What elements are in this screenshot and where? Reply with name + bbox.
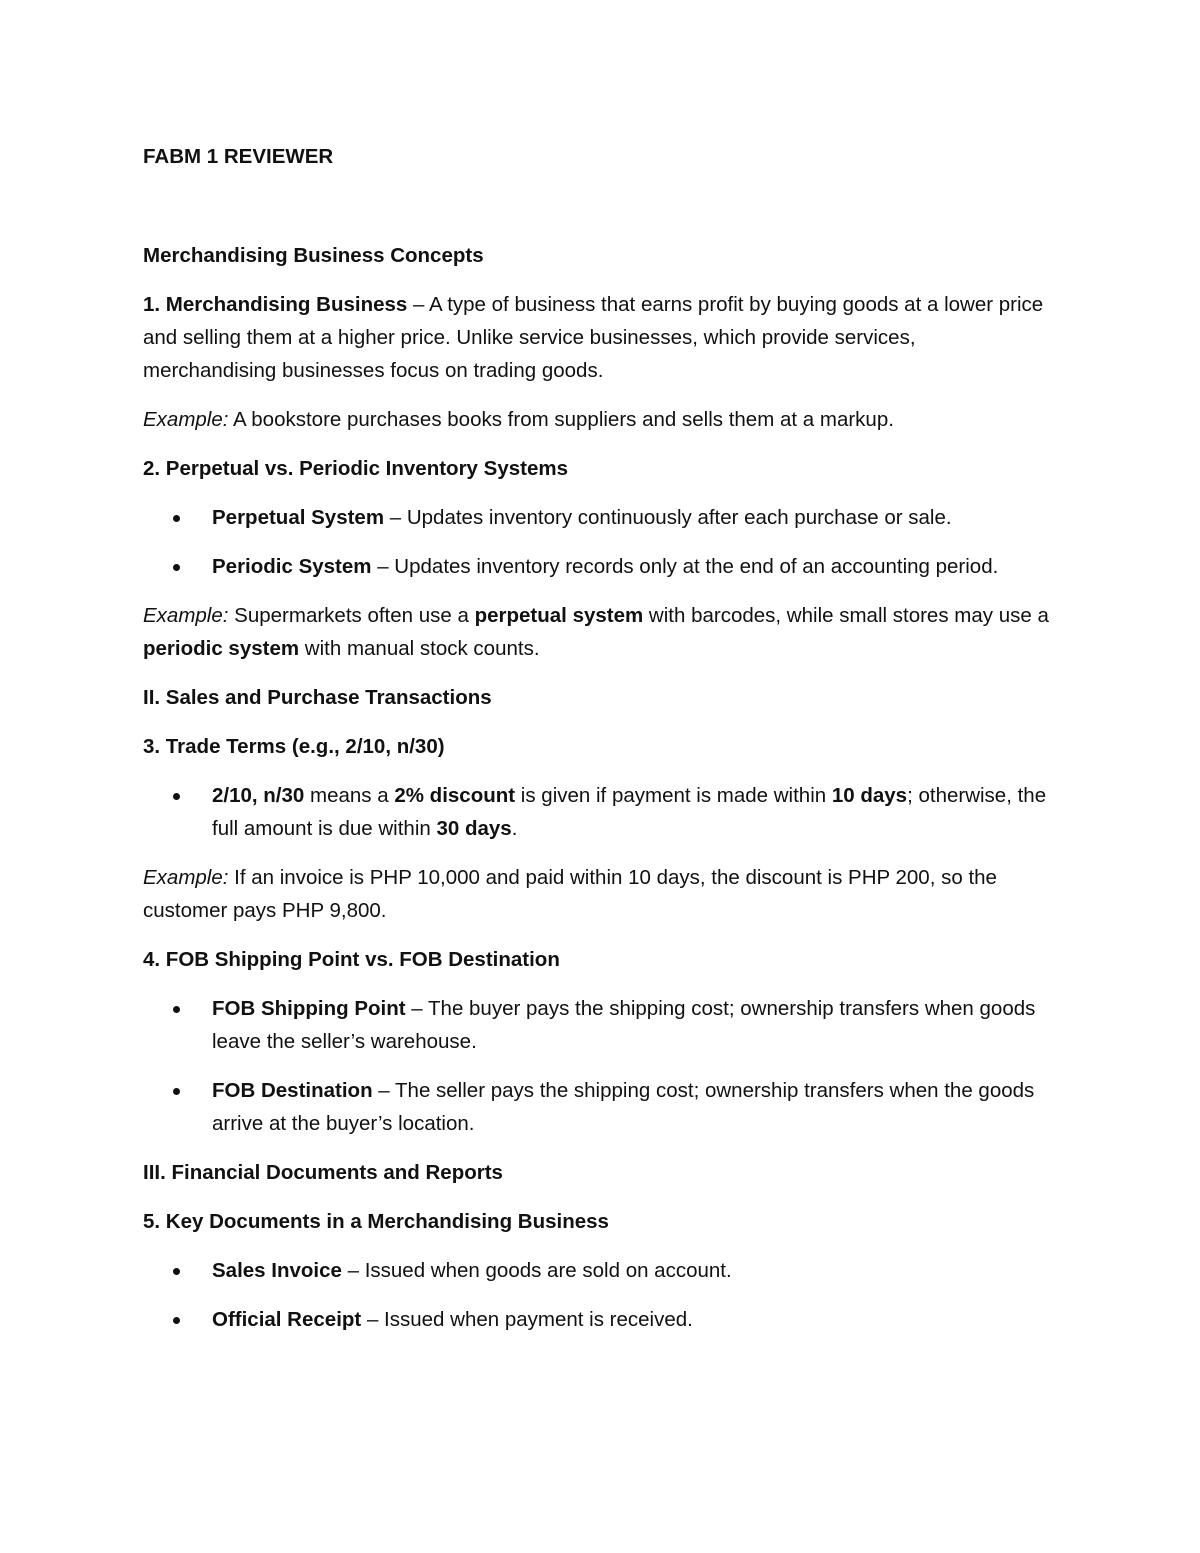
example-text: A bookstore purchases books from suppliers and sells them at a markup. bbox=[228, 408, 894, 431]
section-heading-financial-documents: III. Financial Documents and Reports bbox=[143, 1161, 503, 1184]
example-text: Supermarkets often use a bbox=[228, 604, 475, 627]
body-text: is given if payment is made within bbox=[515, 784, 832, 807]
merchandising-business-definition bbox=[143, 288, 1053, 387]
emphasis-text: perpetual system bbox=[474, 604, 644, 627]
emphasis-text: 2% discount bbox=[394, 784, 516, 807]
inventory-systems-list bbox=[143, 501, 1053, 583]
definition-text: – A type of business that earns profit by buying goods at a lower price and selling them at a higher price. Unlike service businesses, which provide services, merchandising businesses focus on trading goods. bbox=[143, 293, 1044, 382]
fob-list bbox=[143, 992, 1053, 1140]
definition-text: – The seller pays the shipping cost; ownership transfers when the goods arrive at the buyer’s location. bbox=[212, 1079, 1035, 1135]
example-label: Example: bbox=[143, 604, 229, 627]
document-body bbox=[143, 140, 1053, 1336]
list-item bbox=[143, 779, 1053, 845]
example-bookstore bbox=[143, 403, 1053, 436]
term: FOB Destination bbox=[212, 1079, 373, 1102]
definition-text: – Updates inventory records only at the end of an accounting period. bbox=[371, 555, 999, 578]
heading-key-documents: 5. Key Documents in a Merchandising Business bbox=[143, 1210, 609, 1233]
term: Periodic System bbox=[212, 555, 372, 578]
term: Perpetual System bbox=[212, 506, 385, 529]
body-text: . bbox=[511, 817, 518, 840]
emphasis-text: 10 days bbox=[831, 784, 908, 807]
bullet-icon bbox=[173, 1088, 180, 1095]
definition-text: – The buyer pays the shipping cost; ownership transfers when goods leave the seller’s warehouse. bbox=[212, 997, 1036, 1053]
list-item bbox=[143, 992, 1053, 1058]
key-documents-list bbox=[143, 1254, 1053, 1336]
bullet-icon bbox=[173, 1317, 180, 1324]
section-heading-merchandising: Merchandising Business Concepts bbox=[143, 244, 484, 267]
emphasis-text: 2/10, n/30 bbox=[212, 784, 305, 807]
emphasis-text: 30 days bbox=[436, 817, 512, 840]
term: Official Receipt bbox=[212, 1308, 362, 1331]
body-text: means a bbox=[304, 784, 395, 807]
example-label: Example: bbox=[143, 408, 229, 431]
heading-inventory-systems: 2. Perpetual vs. Periodic Inventory Systems bbox=[143, 457, 568, 480]
bullet-icon bbox=[173, 515, 180, 522]
term: FOB Shipping Point bbox=[212, 997, 406, 1020]
section-heading-sales-purchase: II. Sales and Purchase Transactions bbox=[143, 686, 492, 709]
heading-trade-terms: 3. Trade Terms (e.g., 2/10, n/30) bbox=[143, 735, 445, 758]
term: 1. Merchandising Business bbox=[143, 293, 408, 316]
example-invoice bbox=[143, 861, 1053, 927]
bullet-icon bbox=[173, 1006, 180, 1013]
definition-text: – Issued when payment is received. bbox=[361, 1308, 693, 1331]
example-label: Example: bbox=[143, 866, 229, 889]
heading-fob: 4. FOB Shipping Point vs. FOB Destination bbox=[143, 948, 560, 971]
bullet-icon bbox=[173, 793, 180, 800]
list-item bbox=[143, 550, 1053, 583]
list-item bbox=[143, 1254, 1053, 1287]
example-text: with manual stock counts. bbox=[299, 637, 540, 660]
list-item bbox=[143, 501, 1053, 534]
emphasis-text: periodic system bbox=[143, 637, 300, 660]
term: Sales Invoice bbox=[212, 1259, 342, 1282]
document-title: FABM 1 REVIEWER bbox=[143, 145, 334, 168]
bullet-icon bbox=[173, 564, 180, 571]
trade-terms-list bbox=[143, 779, 1053, 845]
list-item bbox=[143, 1303, 1053, 1336]
definition-text: – Updates inventory continuously after each purchase or sale. bbox=[384, 506, 952, 529]
example-text: with barcodes, while small stores may use a bbox=[643, 604, 1049, 627]
bullet-icon bbox=[173, 1268, 180, 1275]
body-text: ; otherwise, the full amount is due within bbox=[212, 784, 1047, 840]
example-supermarkets bbox=[143, 599, 1053, 665]
example-text: If an invoice is PHP 10,000 and paid within 10 days, the discount is PHP 200, so the customer pays PHP 9,800. bbox=[143, 866, 997, 922]
list-item bbox=[143, 1074, 1053, 1140]
definition-text: – Issued when goods are sold on account. bbox=[341, 1259, 732, 1282]
